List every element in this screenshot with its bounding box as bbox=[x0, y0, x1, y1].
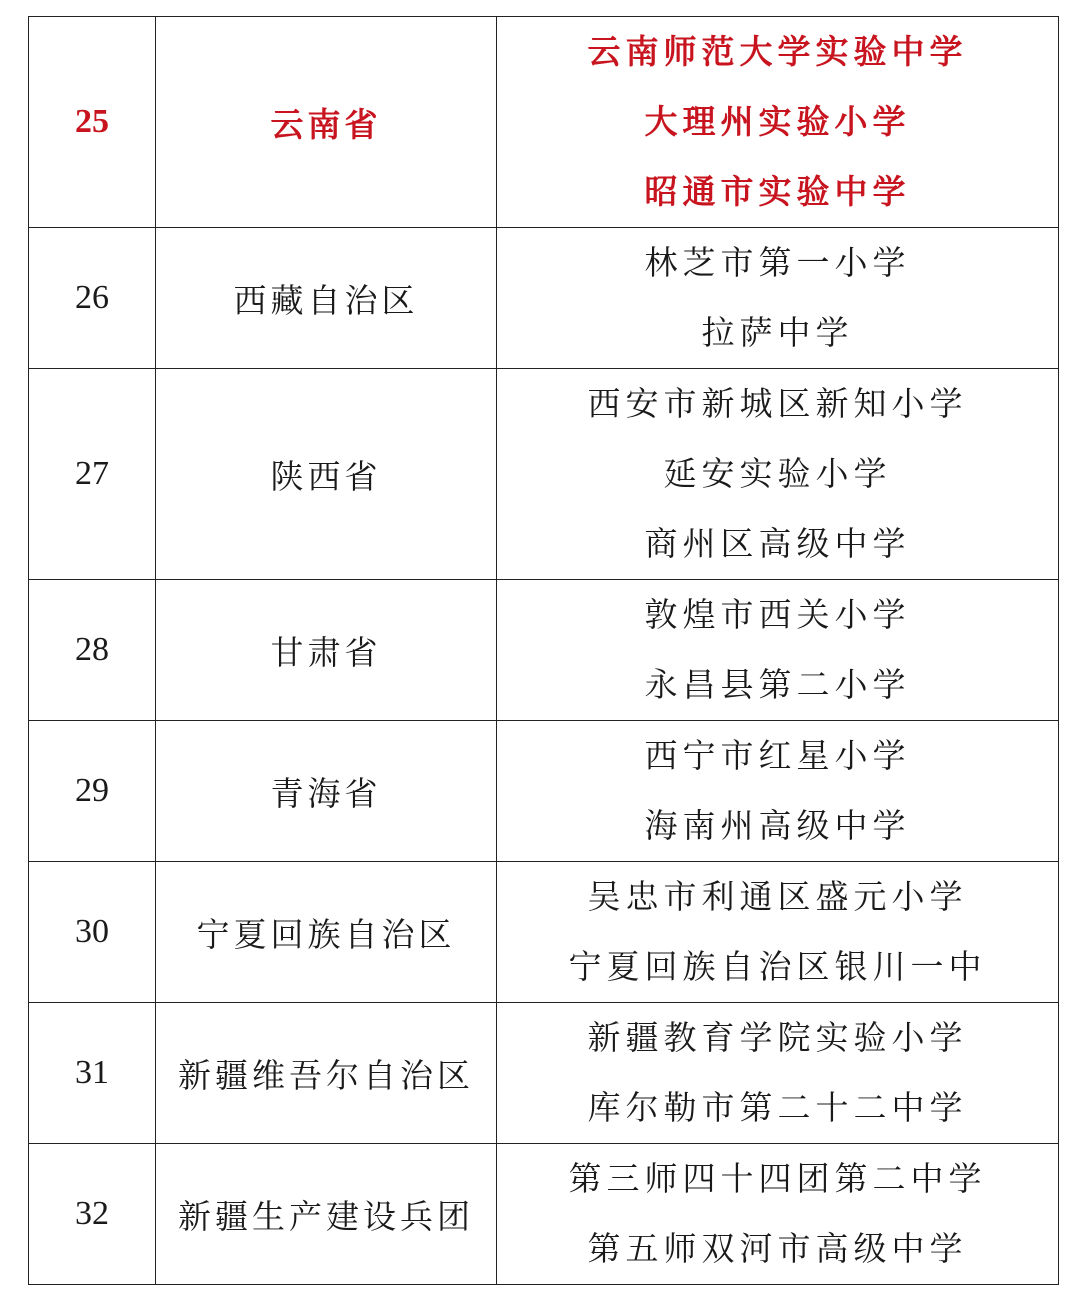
province-name: 甘肃省 bbox=[156, 580, 497, 721]
school-name: 海南州高级中学 bbox=[644, 806, 911, 845]
school-name: 林芝市第一小学 bbox=[644, 243, 911, 282]
table-row bbox=[29, 862, 1059, 1003]
school-name: 新疆教育学院实验小学 bbox=[587, 1018, 968, 1057]
table-row bbox=[29, 580, 1059, 721]
province-name: 宁夏回族自治区 bbox=[156, 862, 497, 1003]
school-list bbox=[497, 580, 1059, 721]
school-name: 永昌县第二小学 bbox=[644, 665, 911, 704]
table-row bbox=[29, 1003, 1059, 1144]
school-list bbox=[497, 721, 1059, 862]
table-row bbox=[29, 721, 1059, 862]
school-name: 西安市新城区新知小学 bbox=[587, 384, 968, 423]
school-list bbox=[497, 17, 1059, 228]
row-number: 25 bbox=[29, 17, 156, 228]
row-number: 28 bbox=[29, 580, 156, 721]
row-number: 27 bbox=[29, 369, 156, 580]
school-list bbox=[497, 1144, 1059, 1285]
row-number: 26 bbox=[29, 228, 156, 369]
province-name: 陕西省 bbox=[156, 369, 497, 580]
school-list bbox=[497, 862, 1059, 1003]
school-list bbox=[497, 1003, 1059, 1144]
table-row bbox=[29, 1144, 1059, 1285]
school-name: 第五师双河市高级中学 bbox=[587, 1229, 968, 1268]
school-name: 西宁市红星小学 bbox=[644, 736, 911, 775]
row-number: 29 bbox=[29, 721, 156, 862]
school-list bbox=[497, 369, 1059, 580]
row-number: 32 bbox=[29, 1144, 156, 1285]
school-name: 昭通市实验中学 bbox=[644, 172, 911, 211]
row-number: 30 bbox=[29, 862, 156, 1003]
province-name: 新疆维吾尔自治区 bbox=[156, 1003, 497, 1144]
row-number: 31 bbox=[29, 1003, 156, 1144]
school-name: 延安实验小学 bbox=[663, 454, 892, 493]
school-name: 商州区高级中学 bbox=[644, 524, 911, 563]
school-name: 大理州实验小学 bbox=[644, 102, 911, 141]
province-name: 云南省 bbox=[156, 17, 497, 228]
school-name: 宁夏回族自治区银川一中 bbox=[568, 947, 987, 986]
table-row bbox=[29, 369, 1059, 580]
province-name: 西藏自治区 bbox=[156, 228, 497, 369]
school-name: 敦煌市西关小学 bbox=[644, 595, 911, 634]
school-name: 云南师范大学实验中学 bbox=[587, 32, 968, 71]
province-name: 青海省 bbox=[156, 721, 497, 862]
table-row bbox=[29, 17, 1059, 228]
table-row bbox=[29, 228, 1059, 369]
school-list bbox=[497, 228, 1059, 369]
school-name: 第三师四十四团第二中学 bbox=[568, 1159, 987, 1198]
province-name: 新疆生产建设兵团 bbox=[156, 1144, 497, 1285]
school-name: 库尔勒市第二十二中学 bbox=[587, 1088, 968, 1127]
school-name: 吴忠市利通区盛元小学 bbox=[587, 877, 968, 916]
school-name: 拉萨中学 bbox=[701, 313, 854, 352]
school-list-table bbox=[28, 16, 1059, 1285]
